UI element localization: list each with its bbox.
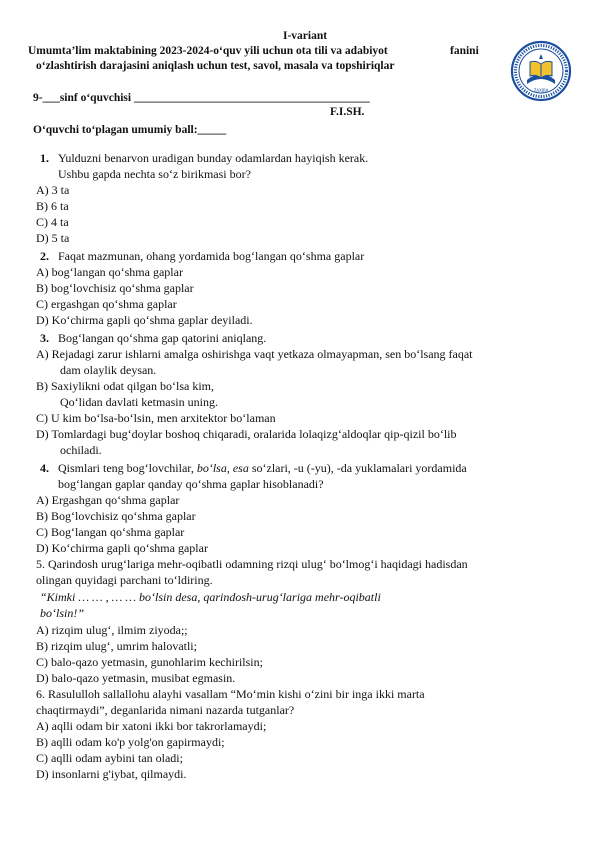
question-1-option-b: B) 6 ta	[36, 199, 69, 213]
question-2-option-c: C) ergashgan qo‘shma gaplar	[36, 297, 177, 311]
question-4-option-a: A) Ergashgan qo‘shma gaplar	[36, 493, 180, 507]
question-4-option-c: C) Bog‘langan qo‘shma gaplar	[36, 525, 185, 539]
question-6-text-2: chaqtirmaydi”, deganlarida nimani nazarda tutganlar?	[36, 703, 295, 717]
question-4-text-2: bog‘langan gaplar qanday qo‘shma gaplar hisoblanadi?	[58, 477, 324, 491]
emblem-text: ZAXIRA	[533, 88, 549, 93]
question-5-option-c: C) balo-qazo yetmasin, gunohlarim kechirilsin;	[36, 655, 263, 669]
question-2-option-b: B) bog‘lovchisiz qo‘shma gaplar	[36, 281, 194, 295]
question-3-option-d-1: D) Tomlardagi bug‘doylar boshoq chiqaradi, oralarida lolaqizg‘aldoqlar qip-qizil bo‘lib	[36, 427, 457, 441]
question-6-option-d: D) insonlarni g'iybat, qilmaydi.	[36, 767, 187, 781]
question-3-option-a-2: dam olaylik deysan.	[60, 363, 157, 377]
question-1-option-c: C) 4 ta	[36, 215, 69, 229]
full-name-label: F.I.SH.	[330, 106, 365, 118]
question-1-text-2: Ushbu gapda nechta so‘z birikmasi bor?	[58, 167, 251, 181]
question-1-number: 1.	[40, 151, 49, 165]
question-4-text-1: Qismlari teng bog‘lovchilar, bo‘lsa, esa so‘zlari, -u (-yu), -da yuklamalari yordamida	[58, 461, 467, 475]
student-class-line: 9-___sinf o‘quvchisi _________________________________________	[33, 92, 370, 104]
question-1-option-a: A) 3 ta	[36, 183, 70, 197]
question-3-option-a-1: A) Rejadagi zarur ishlarni amalga oshirishga vaqt yetkaza olmayapman, sen bo‘lsang faqat	[36, 347, 473, 361]
question-3-number: 3.	[40, 331, 49, 345]
header-line-1: Umumta’lim maktabining 2023-2024-o‘quv yili uchun ota tili va adabiyot	[28, 45, 388, 57]
question-6-option-c: C) aqlli odam aybini tan oladi;	[36, 751, 183, 765]
question-5-option-b: B) rizqim ulug‘, umrim halovatli;	[36, 639, 197, 653]
question-5-option-d: D) balo-qazo yetmasin, musibat egmasin.	[36, 671, 236, 685]
question-4-option-b: B) Bog‘lovchisiz qo‘shma gaplar	[36, 509, 196, 523]
question-1-option-d: D) 5 ta	[36, 231, 70, 245]
question-5-option-a: A) rizqim ulug‘, ilmim ziyoda;;	[36, 623, 188, 637]
header-line-2: o‘zlashtirish darajasini aniqlash uchun test, savol, masala va topshiriqlar	[36, 60, 395, 72]
school-emblem-icon	[510, 40, 572, 102]
question-5-text-2: olingan quyidagi parchani to‘ldiring.	[36, 573, 213, 587]
question-2-number: 2.	[40, 249, 49, 263]
question-6-option-b: B) aqlli odam ko'p yolg'on gapirmaydi;	[36, 735, 225, 749]
question-5-quote-2: bo‘lsin!”	[40, 606, 85, 620]
question-3-text: Bog‘langan qo‘shma gap qatorini aniqlang.	[58, 331, 267, 345]
question-3-option-b-2: Qo‘lidan davlati ketmasin uning.	[60, 395, 218, 409]
question-2-text: Faqat mazmunan, ohang yordamida bog‘langan qo‘shma gaplar	[58, 249, 365, 263]
question-5-quote-1: “Kimki … … , … … bo‘lsin desa, qarindosh-urug‘lariga mehr-oqibatli	[40, 590, 381, 604]
question-3-option-c: C) U kim bo‘lsa-bo‘lsin, men arxitektor bo‘laman	[36, 411, 276, 425]
header-line-1-tail: fanini	[450, 45, 479, 57]
question-2-option-a: A) bog‘langan qo‘shma gaplar	[36, 265, 183, 279]
question-6-text-1: 6. Rasululloh sallallohu alayhi vasallam “Mo‘min kishi o‘zini bir inga ikki marta	[36, 687, 425, 701]
question-2-option-d: D) Ko‘chirma gapli qo‘shma gaplar deyiladi.	[36, 313, 253, 327]
question-6-option-a: A) aqlli odam bir xatoni ikki bor takrorlamaydi;	[36, 719, 267, 733]
question-4-number: 4.	[40, 461, 49, 475]
question-5-text-1: 5. Qarindosh urug‘lariga mehr-oqibatli odamning rizqi ulug‘ bo‘lmog‘i haqidagi hadisdan	[36, 557, 468, 571]
question-3-option-d-2: ochiladi.	[60, 443, 102, 457]
total-score-line: O‘quvchi to‘plagan umumiy ball:_____	[33, 124, 227, 136]
question-4-option-d: D) Ko‘chirma gapli qo‘shma gaplar	[36, 541, 208, 555]
question-3-option-b-1: B) Saxiylikni odat qilgan bo‘lsa kim,	[36, 379, 214, 393]
variant-title: I-variant	[283, 30, 328, 42]
question-1-text-1: Yulduzni benarvon uradigan bunday odamlardan hayiqish kerak.	[58, 151, 369, 165]
